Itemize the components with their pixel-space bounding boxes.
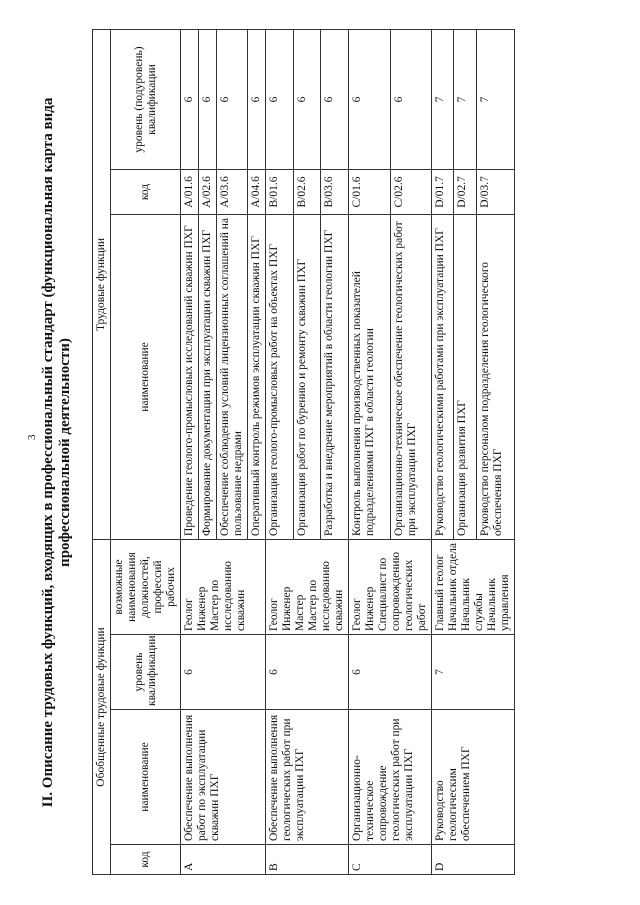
function-name: Организация геолого-промысловых работ на объектах ПХГ xyxy=(266,214,294,539)
group-positions: Геолог Инженер Мастер Мастер по исследованию скважин xyxy=(266,539,349,634)
group-code: B xyxy=(266,845,349,875)
table-row xyxy=(266,29,294,874)
function-name: Руководство персоналом подразделения геологического обеспечения ПХГ xyxy=(476,214,514,539)
group-code: A xyxy=(181,845,266,875)
function-level: 6 xyxy=(293,29,321,169)
function-name: Контроль выполнения производственных показателей подразделениями ПХГ в области геологии xyxy=(349,214,391,539)
function-level: 6 xyxy=(248,29,266,169)
group-name: Руководство геологическим обеспечением ПХГ xyxy=(432,710,515,845)
function-name: Организационно-техническое обеспечение геологических работ при эксплуатации ПХГ xyxy=(390,214,432,539)
table-row xyxy=(432,29,454,874)
function-code: D/01.7 xyxy=(432,169,454,214)
function-name: Руководство геологическими работами при эксплуатации ПХГ xyxy=(432,214,454,539)
page-number: 3 xyxy=(26,434,38,440)
function-name: Разработка и внедрение мероприятий в области геологии ПХГ xyxy=(321,214,349,539)
page-title xyxy=(40,30,74,875)
function-name: Формирование документации при эксплуатации скважин ПХГ xyxy=(199,214,217,539)
function-name: Проведение геолого-промысловых исследований скважин ПХГ xyxy=(181,214,199,539)
group-code: C xyxy=(349,845,432,875)
group-level: 7 xyxy=(432,635,515,710)
header-labor-functions: Трудовые функции xyxy=(93,29,111,539)
header-code: код xyxy=(111,845,181,875)
header-tf-level: уровень (подуровень) квалификации xyxy=(111,29,181,169)
group-level: 6 xyxy=(181,635,266,710)
title-line-1: II. Описание трудовых функций, входящих в профессиональный стандарт (функциональная карта вида xyxy=(40,97,56,808)
function-code: A/03.6 xyxy=(217,169,248,214)
function-code: A/01.6 xyxy=(181,169,199,214)
function-level: 6 xyxy=(266,29,294,169)
group-level: 6 xyxy=(266,635,349,710)
function-level: 6 xyxy=(321,29,349,169)
function-name: Организация развития ПХГ xyxy=(454,214,476,539)
function-level: 7 xyxy=(476,29,514,169)
function-level: 7 xyxy=(432,29,454,169)
header-positions: возможные наименования должностей, профессий рабочих xyxy=(111,539,181,634)
function-code: D/03.7 xyxy=(476,169,514,214)
header-row-top xyxy=(93,29,111,874)
group-level: 6 xyxy=(349,635,432,710)
header-generalized: Обобщенные трудовые функции xyxy=(93,539,111,874)
function-code: C/01.6 xyxy=(349,169,391,214)
function-level: 6 xyxy=(181,29,199,169)
table-row xyxy=(349,29,391,874)
function-level: 6 xyxy=(349,29,391,169)
function-code: B/03.6 xyxy=(321,169,349,214)
function-name: Организация работ по бурению и ремонту скважин ПХГ xyxy=(293,214,321,539)
functional-map-table xyxy=(92,29,515,875)
function-code: B/02.6 xyxy=(293,169,321,214)
group-name: Обеспечение выполнения работ по эксплуатации скважин ПХГ xyxy=(181,710,266,845)
header-level: уровень квалификации xyxy=(111,635,181,710)
header-name: наименование xyxy=(111,710,181,845)
table-body xyxy=(181,29,515,874)
group-positions: Геолог Инженер Специалист по сопровождению геологических работ xyxy=(349,539,432,634)
function-level: 6 xyxy=(390,29,432,169)
group-positions: Главный геолог Начальник отдела Начальник службы Начальник управления xyxy=(432,539,515,634)
group-name: Организационно-техническое сопровождение геологических работ при эксплуатации ПХГ xyxy=(349,710,432,845)
function-level: 6 xyxy=(217,29,248,169)
function-level: 7 xyxy=(454,29,476,169)
group-positions: Геолог Инженер Мастер по исследованию скважин xyxy=(181,539,266,634)
group-name: Обеспечение выполнения геологических работ при эксплуатации ПХГ xyxy=(266,710,349,845)
function-code: C/02.6 xyxy=(390,169,432,214)
function-code: D/02.7 xyxy=(454,169,476,214)
function-code: B/01.6 xyxy=(266,169,294,214)
title-line-2: профессиональной деятельности) xyxy=(57,338,73,567)
header-row xyxy=(111,29,181,874)
rotated-content xyxy=(40,30,600,875)
header-tf-code: код xyxy=(111,169,181,214)
function-code: A/02.6 xyxy=(199,169,217,214)
function-code: A/04.6 xyxy=(248,169,266,214)
header-tf-name: наименование xyxy=(111,214,181,539)
function-name: Оперативный контроль режимов эксплуатации скважин ПХГ xyxy=(248,214,266,539)
function-level: 6 xyxy=(199,29,217,169)
table-row xyxy=(181,29,199,874)
group-code: D xyxy=(432,845,515,875)
function-name: Обеспечение соблюдения условий лицензионных соглашений на пользование недрами xyxy=(217,214,248,539)
